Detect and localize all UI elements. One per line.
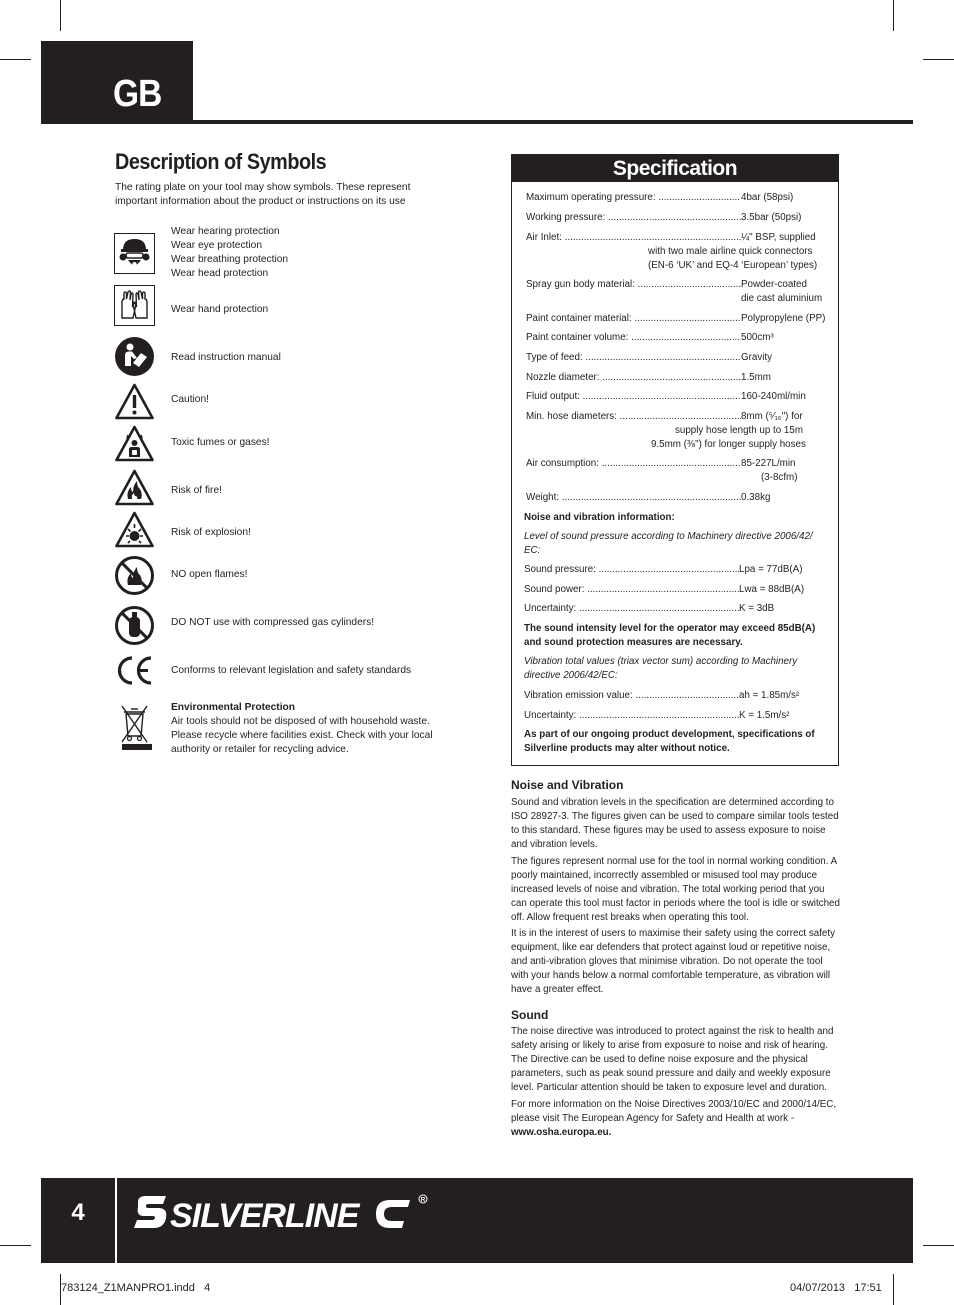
gloves-icon: [114, 285, 155, 326]
no-flames-icon: [114, 555, 155, 596]
noise-vibration-paragraph: It is in the interest of users to maximise their safety using the correct safety equipment, like ear defenders that protect against loud or repetitive noise, and anti-vibration gloves that minimise vibration. Do not operate the tool with your hands below a normal comfortable temperature, as vibration will have a greater effect.: [511, 928, 835, 995]
symbols-intro: The rating plate on your tool may show symbols. These represent important information about the product or instructions on its use: [115, 182, 411, 207]
spec-continuation: (3-8cfm): [761, 472, 798, 483]
symbol-description: NO open flames!: [171, 569, 248, 580]
spec-continuation: with two male airline quick connectors: [648, 246, 813, 257]
symbol-description: Caution!: [171, 394, 209, 405]
spec-row-hose: Min. hose diameters: ..... 8mm (⁵⁄₁₆") for: [526, 410, 803, 424]
svg-text:R: R: [420, 1196, 426, 1204]
spec-row-container-material: Paint container material: ..... Polypropylene (PP): [526, 312, 825, 326]
ppe-head-icon: [114, 233, 155, 274]
crop-mark: [0, 1245, 31, 1246]
spec-row-nozzle: Nozzle diameter: ..... 1.5mm: [526, 371, 771, 385]
header-rule: [193, 120, 913, 124]
crop-mark: [893, 1274, 894, 1305]
noise-vibration-section-heading: Noise and Vibration: [511, 778, 624, 792]
symbol-description: DO NOT use with compressed gas cylinders!: [171, 617, 375, 628]
spec-row-container-volume: Paint container volume: ..... 500cm³: [526, 331, 774, 345]
spec-row-fluid-output: Fluid output: ..... 160-240ml/min: [526, 390, 806, 404]
spec-row-air-inlet: Air Inlet: ..... ¼" BSP, supplied: [526, 231, 816, 245]
spec-continuation: die cast aluminium: [741, 293, 823, 304]
toxic-fumes-icon: [114, 424, 155, 465]
brand-wordmark: SILVERLINE: [170, 1197, 359, 1235]
manual-icon: [114, 336, 155, 377]
file-slug: 783124_Z1MANPRO1.indd 4: [61, 1282, 211, 1294]
caution-icon: [114, 382, 155, 423]
symbol-description: Conforms to relevant legislation and safety standards: [171, 665, 412, 676]
sound-paragraph: The noise directive was introduced to protect against the risk to health and safety arising or likely to arise from exposure to noise and risk of hearing. The Directive can be used to define noise exposure and the physical parameters, such as peak sound pressure and daily and weekly exposure level. Particular attention should be taken to exposure level and duration.: [511, 1026, 834, 1093]
vibration-note: Vibration total values (triax vector sum) according to Machinery directive 2006/42/EC:: [524, 656, 798, 681]
symbol-description: Wear hand protection: [171, 304, 269, 315]
specification-title: Specification: [612, 157, 738, 180]
spec-row-max-pressure: Maximum operating pressure: ..... 4bar (58psi): [526, 191, 793, 205]
sound-paragraph: [511, 1098, 841, 1140]
spec-row-body-material: Spray gun body material: ..... Powder-coated: [526, 278, 807, 292]
noise-vibration-paragraph: Sound and vibration levels in the specification are determined according to ISO 28927-3. The figures given can be used to compare similar tools tested to this standard. These figures may be used to assess exposure to noise and vibration levels.: [511, 797, 839, 850]
sound-section-heading: Sound: [511, 1008, 549, 1022]
crop-mark: [60, 0, 61, 31]
page-number: 4: [71, 1199, 85, 1226]
intensity-warning: The sound intensity level for the operator may exceed 85dB(A) and sound protection measures are necessary.: [524, 623, 816, 648]
symbol-description: Environmental Protection Air tools should not be disposed of with household waste. Please recycle where facilities exist. Check with your local authority or retailer for recycling advice.: [171, 702, 433, 755]
language-tab-label: GB: [113, 73, 162, 115]
symbol-description: Wear hearing protection Wear eye protection Wear breathing protection Wear head protection: [171, 226, 289, 279]
symbol-description: Risk of explosion!: [171, 527, 251, 538]
fire-icon: [114, 468, 155, 509]
specification-box: [511, 154, 839, 766]
symbol-description: Read instruction manual: [171, 352, 281, 363]
symbols-title: Description of Symbols: [115, 149, 327, 174]
spec-continuation: supply hose length up to 15m: [675, 425, 803, 436]
spec-row-uncertainty-db: Uncertainty: ..... K = 3dB: [524, 602, 774, 616]
osha-link[interactable]: www.osha.europa.eu.: [511, 1127, 612, 1138]
sound-more-info: For more information on the Noise Directives 2003/10/EC and 2000/14/EC, please visit The European Agency for Safety and Health at work -: [511, 1099, 837, 1124]
spec-row-sound-pressure: Sound pressure: ..... Lpa = 77dB(A): [524, 563, 802, 577]
explosion-icon: [114, 510, 155, 551]
ce-mark-icon: [114, 650, 155, 691]
sound-level-note: Level of sound pressure according to Machinery directive 2006/42/ EC:: [524, 531, 813, 556]
noise-vibration-paragraph: The figures represent normal use for the tool in normal working condition. A poorly maintained, incorrectly assembled or misused tool may produce increased levels of noise and vibration. The total working period that you can operate this tool must factor in periods where the tool is idle or switched off. Allow frequent rest breaks when operating this tool.: [511, 856, 840, 923]
weee-bin-icon: [114, 702, 155, 752]
spec-row-sound-power: Sound power: ..... Lwa = 88dB(A): [524, 583, 804, 597]
crop-mark: [0, 59, 31, 60]
footer-divider: [115, 1178, 117, 1263]
development-note: As part of our ongoing product development, specifications of Silverline products may alter without notice.: [524, 729, 815, 754]
crop-mark: [893, 0, 894, 31]
silverline-logo: [132, 1190, 432, 1238]
symbol-description: Risk of fire!: [171, 485, 222, 496]
spec-row-weight: Weight: ..... 0.38kg: [526, 491, 770, 505]
spec-row-uncertainty-vibration: Uncertainty: ..... K = 1.5m/s²: [524, 709, 789, 723]
spec-row-vibration-emission: Vibration emission value: ..... ah = 1.85m/s²: [524, 689, 799, 703]
spec-continuation: (EN-6 ‘UK’ and EQ-4 ‘European’ types): [648, 260, 818, 271]
no-gas-cylinder-icon: [114, 605, 155, 646]
spec-continuation: 9.5mm (⅜") for longer supply hoses: [651, 439, 806, 450]
symbol-description: Toxic fumes or gases!: [171, 437, 270, 448]
spec-row-air-consumption: Air consumption: ..... 85-227L/min: [526, 457, 795, 471]
date-slug: 04/07/2013 17:51: [790, 1282, 882, 1294]
crop-mark: [923, 1245, 954, 1246]
spec-row-working-pressure: Working pressure: ..... 3.5bar (50psi): [526, 211, 801, 225]
noise-vibration-heading: Noise and vibration information:: [524, 512, 675, 523]
crop-mark: [923, 59, 954, 60]
spec-row-feed: Type of feed: ..... Gravity: [526, 351, 772, 365]
